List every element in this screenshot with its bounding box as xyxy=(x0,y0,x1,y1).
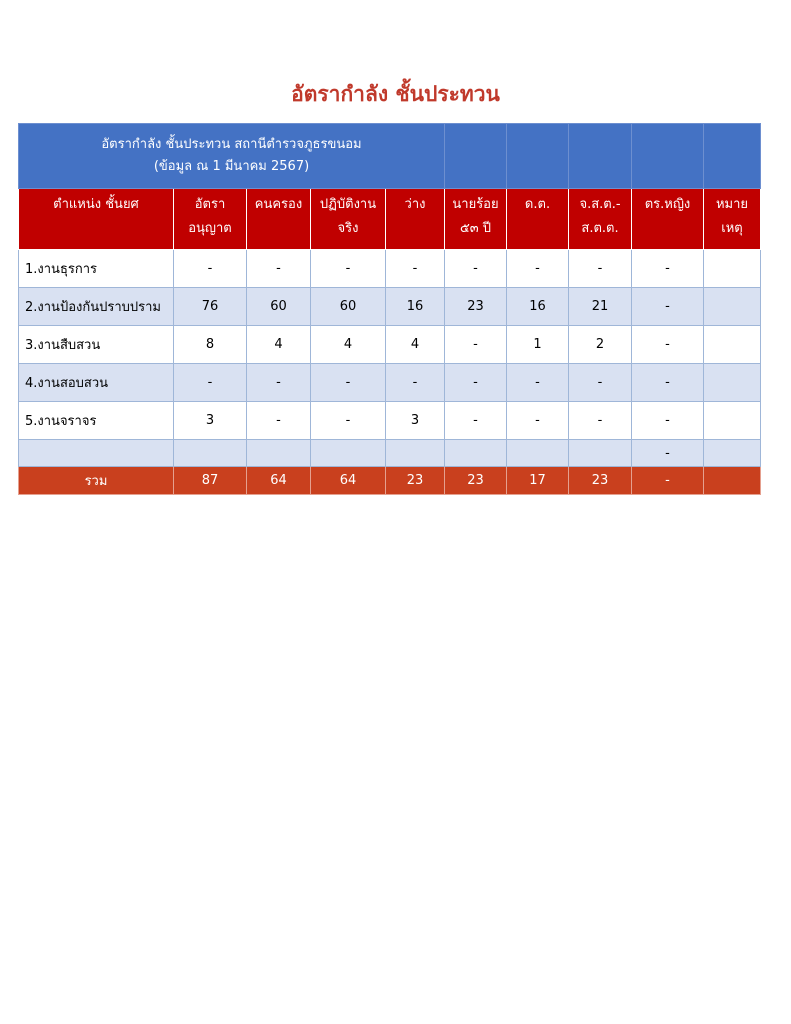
total-cell: 23 xyxy=(569,467,632,495)
table-row xyxy=(19,326,761,364)
caption-filler-cell xyxy=(445,124,507,189)
table-cell: - xyxy=(386,250,445,288)
table-cell xyxy=(445,440,507,467)
table-cell: 1 xyxy=(507,326,569,364)
total-cell: 87 xyxy=(174,467,247,495)
header-remarks: หมาย เหตุ xyxy=(704,189,761,250)
total-row xyxy=(19,467,761,495)
total-cell xyxy=(704,467,761,495)
table-cell xyxy=(311,440,386,467)
table-cell: - xyxy=(445,326,507,364)
table-cell: - xyxy=(507,250,569,288)
table-cell: - xyxy=(445,402,507,440)
table-cell: 3 xyxy=(174,402,247,440)
table-cell: - xyxy=(632,326,704,364)
table-cell: - xyxy=(311,364,386,402)
table-cell: - xyxy=(569,250,632,288)
table-cell: - xyxy=(311,402,386,440)
table-cell: 16 xyxy=(386,288,445,326)
table-cell: 76 xyxy=(174,288,247,326)
table-row xyxy=(19,288,761,326)
table-cell: 4 xyxy=(247,326,311,364)
table-cell xyxy=(507,440,569,467)
table-cell: - xyxy=(311,250,386,288)
table-cell: - xyxy=(507,402,569,440)
total-cell: - xyxy=(632,467,704,495)
table-cell: - xyxy=(632,364,704,402)
table-cell: - xyxy=(632,402,704,440)
table-cell: - xyxy=(632,288,704,326)
caption-filler-cell xyxy=(507,124,569,189)
table-caption xyxy=(19,124,445,189)
table-cell xyxy=(569,440,632,467)
table-cell: 3 xyxy=(386,402,445,440)
total-cell: 23 xyxy=(386,467,445,495)
table-cell: 4 xyxy=(311,326,386,364)
table-cell xyxy=(704,250,761,288)
table-cell xyxy=(704,402,761,440)
header-position: ตำแหน่ง ชั้นยศ xyxy=(19,189,174,250)
table-cell xyxy=(704,364,761,402)
table-cell: - xyxy=(569,364,632,402)
row-label: 1.งานธุรการ xyxy=(19,250,174,288)
manpower-table xyxy=(18,123,761,495)
caption-filler-cell xyxy=(704,124,761,189)
table-row xyxy=(19,250,761,288)
table-cell: - xyxy=(445,250,507,288)
total-label: รวม xyxy=(19,467,174,495)
header-vacant: ว่าง xyxy=(386,189,445,250)
table-cell: - xyxy=(247,364,311,402)
table-cell: - xyxy=(569,402,632,440)
table-cell: 8 xyxy=(174,326,247,364)
caption-line-2: (ข้อมูล ณ 1 มีนาคม 2567) xyxy=(153,159,310,174)
table-cell: - xyxy=(174,364,247,402)
table-cell: - xyxy=(632,440,704,467)
header-policewoman: ตร.หญิง xyxy=(632,189,704,250)
table-caption-row xyxy=(19,124,761,189)
table-cell: 21 xyxy=(569,288,632,326)
header-occupied: คนครอง xyxy=(247,189,311,250)
table-cell: 60 xyxy=(247,288,311,326)
total-cell: 17 xyxy=(507,467,569,495)
table-cell: - xyxy=(174,250,247,288)
table-row xyxy=(19,402,761,440)
table-cell xyxy=(174,440,247,467)
table-cell: - xyxy=(386,364,445,402)
table-cell: - xyxy=(247,402,311,440)
row-label: 4.งานสอบสวน xyxy=(19,364,174,402)
caption-filler-cell xyxy=(632,124,704,189)
header-sergeant-corporal: จ.ส.ต.- ส.ต.ต. xyxy=(569,189,632,250)
table-cell xyxy=(704,326,761,364)
table-cell: - xyxy=(247,250,311,288)
header-on-duty: ปฏิบัติงาน จริง xyxy=(311,189,386,250)
table-cell: - xyxy=(632,250,704,288)
caption-filler-cell xyxy=(569,124,632,189)
table-cell: 23 xyxy=(445,288,507,326)
table-cell xyxy=(704,288,761,326)
total-cell: 64 xyxy=(247,467,311,495)
caption-line-1: อัตรากำลัง ชั้นประทวน สถานีตำรวจภูธรขนอม xyxy=(101,137,362,152)
table-cell: 60 xyxy=(311,288,386,326)
table-row xyxy=(19,440,761,467)
table-cell: - xyxy=(507,364,569,402)
page-title: อัตรากำลัง ชั้นประทวน xyxy=(291,82,500,106)
table-cell xyxy=(704,440,761,467)
column-header-row xyxy=(19,189,761,250)
table-cell: 2 xyxy=(569,326,632,364)
table-cell: - xyxy=(445,364,507,402)
table-cell: 16 xyxy=(507,288,569,326)
header-authorized: อัตรา อนุญาต xyxy=(174,189,247,250)
table-cell xyxy=(247,440,311,467)
header-lieutenant-53: นายร้อย ๕๓ ปี xyxy=(445,189,507,250)
row-label: 3.งานสืบสวน xyxy=(19,326,174,364)
row-label: 5.งานจราจร xyxy=(19,402,174,440)
table-row xyxy=(19,364,761,402)
row-label xyxy=(19,440,174,467)
row-label: 2.งานป้องกันปราบปราม xyxy=(19,288,174,326)
header-senior-sergeant: ด.ต. xyxy=(507,189,569,250)
total-cell: 23 xyxy=(445,467,507,495)
table-cell xyxy=(386,440,445,467)
table-cell: 4 xyxy=(386,326,445,364)
total-cell: 64 xyxy=(311,467,386,495)
